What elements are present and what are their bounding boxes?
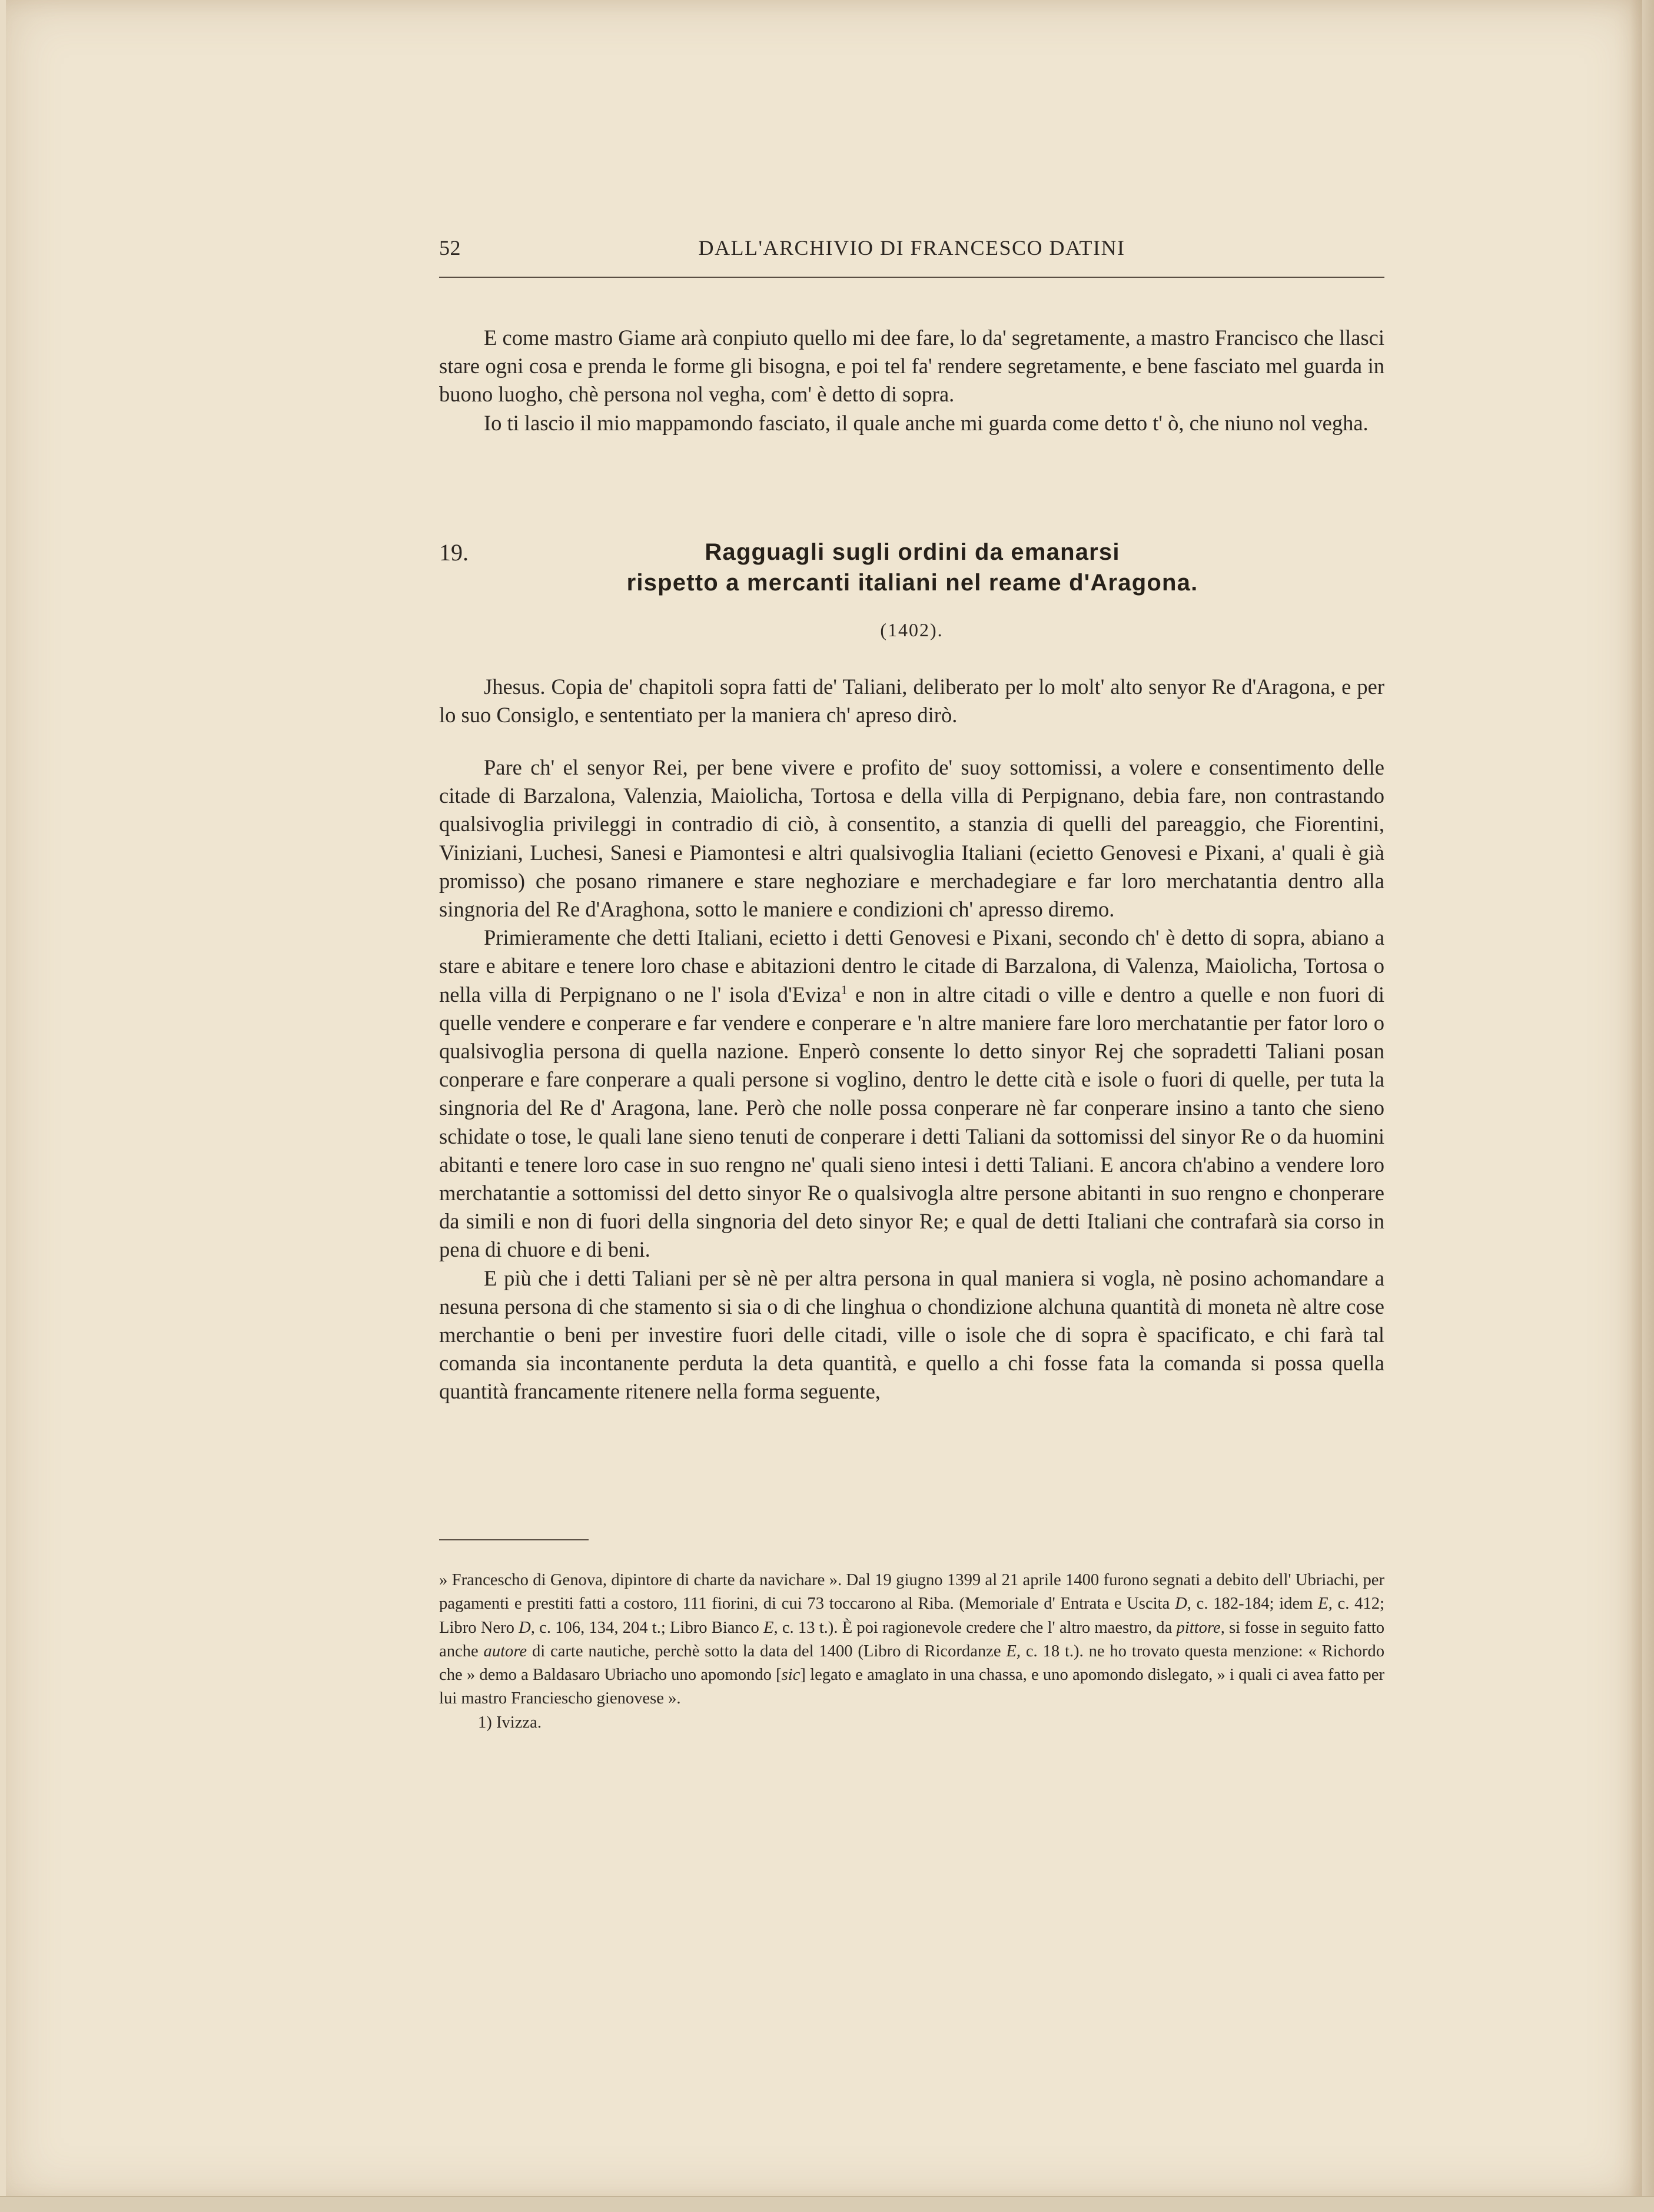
footnote-text: c. 182-184; idem (1191, 1595, 1318, 1613)
footnote-italic: D, (1175, 1595, 1191, 1613)
footnote-text: » Franceschо di Genova, dipintore di charte da navichare ». Dal 19 giugno 1399 al 21 aprile 1400 furono segnati a debito dell' Ubriachi, per pagamenti e prestiti fatti a costoro, 111 fiorini, di cui 73 toccarono al Riba. (Memoriale d' Entrata e Uscita (439, 1571, 1384, 1613)
document-body (439, 753, 1384, 1406)
footnote-continued (439, 1569, 1384, 1711)
footnote-text: c. 13 t.). È poi ragionevole credere che l' altro maestro, da (778, 1618, 1177, 1637)
bottom-page-strip (0, 2196, 1654, 2212)
body-paragraph: Pare ch' el senyor Rei, per bene vivere e profito de' suoy sottomissi, a volere e consentimento delle citade di Barzalona, Valenzia, Maiolicha, Tortosa e della villa di Perpignano, debia fare, non contrastando qualsivoglia privileggi in contradio di ciò, à consentito, a stanzia di quelli del pareaggio, che Fiorentini, Viniziani, Luchesi, Sanesi e Piamontesi e altri qualsivoglia Italiani (ecietto Genovesi e Pixani, a' quali è già promisso) che posano rimanere e stare neghoziare e merchadegiare e far loro merchatantia dentro alla singnoria del Re d'Araghona, sotto le maniere e condizioni ch' apresso diremo. (439, 755, 1384, 922)
footnote-1 (439, 1711, 1384, 1735)
page-edge-shadow (1630, 0, 1654, 2212)
footnote-italic: D, (519, 1618, 535, 1637)
header-rule (439, 277, 1384, 278)
footnote-text: c. 18 t.). ne ho trovato questa menzione: « Richordo che » demo a Baldasaro Ubriacho uno apomondo [ (439, 1642, 1384, 1685)
section-number: 19. (439, 539, 469, 566)
section-heading-line: rispetto a mercanti italiani nel reame d'Aragona. (626, 570, 1198, 596)
footnote-text: ] legato e amaglato in una chassa, e uno apomondo dislegato, » i quali ci avea fatto per lui mastro Franciescho gienovese ». (439, 1666, 1384, 1708)
intro-paragraph: E come mastro Giame arà conpiuto quello mi dee fare, lo da' segretamente, a mastro Francisco che llasci stare ogni cosa e prenda le forme gli bisogna, e poi tel fa' rendere segretamente, e bene fasciato mel guarda in buono luogho, chè persona nol vegha, com' è detto di sopra. (439, 326, 1384, 407)
opening-paragraph: Jhesus. Copia de' chapitoli sopra fatti de' Taliani, deliberato per lo molt' alto senyor Re d'Aragona, e per lo suo Consiglo, e sententiato per la maniera ch' apreso dirò. (439, 675, 1384, 728)
section-date: (1402). (880, 619, 944, 640)
footnote-italic: E, (763, 1618, 778, 1637)
body-paragraph: E più che i detti Taliani per sè nè per altra persona in qual maniera si vogla, nè posino achomandare a nesuna persona di che stamento si sia o di che linghua o chondizione alchuna quantità di moneta nè altre cose merchantie o beni per investire fuori delle citadi, ville o isole che di sopra è spacificato, e chi farà tal comanda sia incontanente perduta la deta quantità, e quello a chi fosse fata la comanda si possa quella quantità francamente ritenere nella forma seguente, (439, 1266, 1384, 1404)
intro-paragraph: Io ti lascio il mio mappamondo fasciato, il quale anche mi guarda come detto t' ò, che niuno nol vegha. (484, 410, 1369, 435)
intro-text (439, 324, 1384, 437)
footnote-text: Ivizza. (491, 1713, 542, 1732)
footnote-text: di carte nautiche, perchè sotto la data del 1400 (Libro di Ricordanze (527, 1642, 1007, 1660)
footnote-text: c. 412; Libro Nero (439, 1595, 1384, 1637)
footnote-italic: pittore, (1176, 1618, 1225, 1637)
footnote-rule (439, 1539, 589, 1540)
body-text-run: e non in altre citadi o ville e dentro a quelle e non fuori di quelle vendere e conperare e far vendere e conperare e 'n altre maniere fare loro merchatantie per fator loro o qualsivoglia persona di quella nazione. Enperò consente lo detto sinyor Rej che sopradetti Taliani posan conperare e fare conperare a quali persone si voglino, dentro le dette cità e isole o fuori di quelle, per tuta la singnoria del Re d' Aragona, lane. Però che nolle possa conperare nè far conperare insino a tanto che sieno schidate o tose, le quali lane sieno tenuti de conperare i detti Taliani da sottomissi del sinyor Re o da huomini abitanti e tenere loro case in suo rengno ne' quali sieno intesi i detti Taliani. E ancora ch'abino a vendere loro merchatantie a sottomissi del detto sinyor Re o qualsivogla altre persone abitanti in suo rengno e chonperare da simili e non di fuori della singnoria del deto sinyor Re; e qual de detti Italiani che contrafarà sia corso in pena di chuore e di beni. (439, 982, 1385, 1262)
page-header (439, 235, 1384, 265)
footnotes (439, 1569, 1384, 1735)
section-heading-line: Ragguagli sugli ordini da emanarsi (705, 539, 1120, 565)
footnote-text: si fosse in seguito fatto anche (439, 1618, 1384, 1660)
footnote-italic: E, (1318, 1595, 1333, 1613)
footnote-text: c. 106, 134, 204 t.; Libro Bianco (534, 1618, 764, 1637)
footnote-italic: autore (483, 1642, 527, 1660)
section-heading (506, 537, 1318, 598)
body-paragraph (439, 924, 1384, 1264)
footnote-reference: 1 (841, 982, 848, 997)
footnote-marker: 1) (478, 1713, 492, 1732)
footnote-italic: E, (1006, 1642, 1021, 1660)
page-number: 52 (439, 236, 461, 260)
footnote-italic: sic (781, 1666, 801, 1685)
body-text-run: Primieramente che detti Italiani, ecietto i detti Genovesi e Pixani, secondo ch' è detto di sopra, abiano a stare e abitare e tenere loro chase e abitazioni dentro le citade di Barzalona, di Valenza, Maiolicha, Tortosa o nella villa di Perpignano o ne l' isola d'Eviza (439, 925, 1384, 1007)
opening-text (439, 673, 1384, 729)
running-title: DALL'ARCHIVIO DI FRANCESCO DATINI (698, 236, 1125, 260)
